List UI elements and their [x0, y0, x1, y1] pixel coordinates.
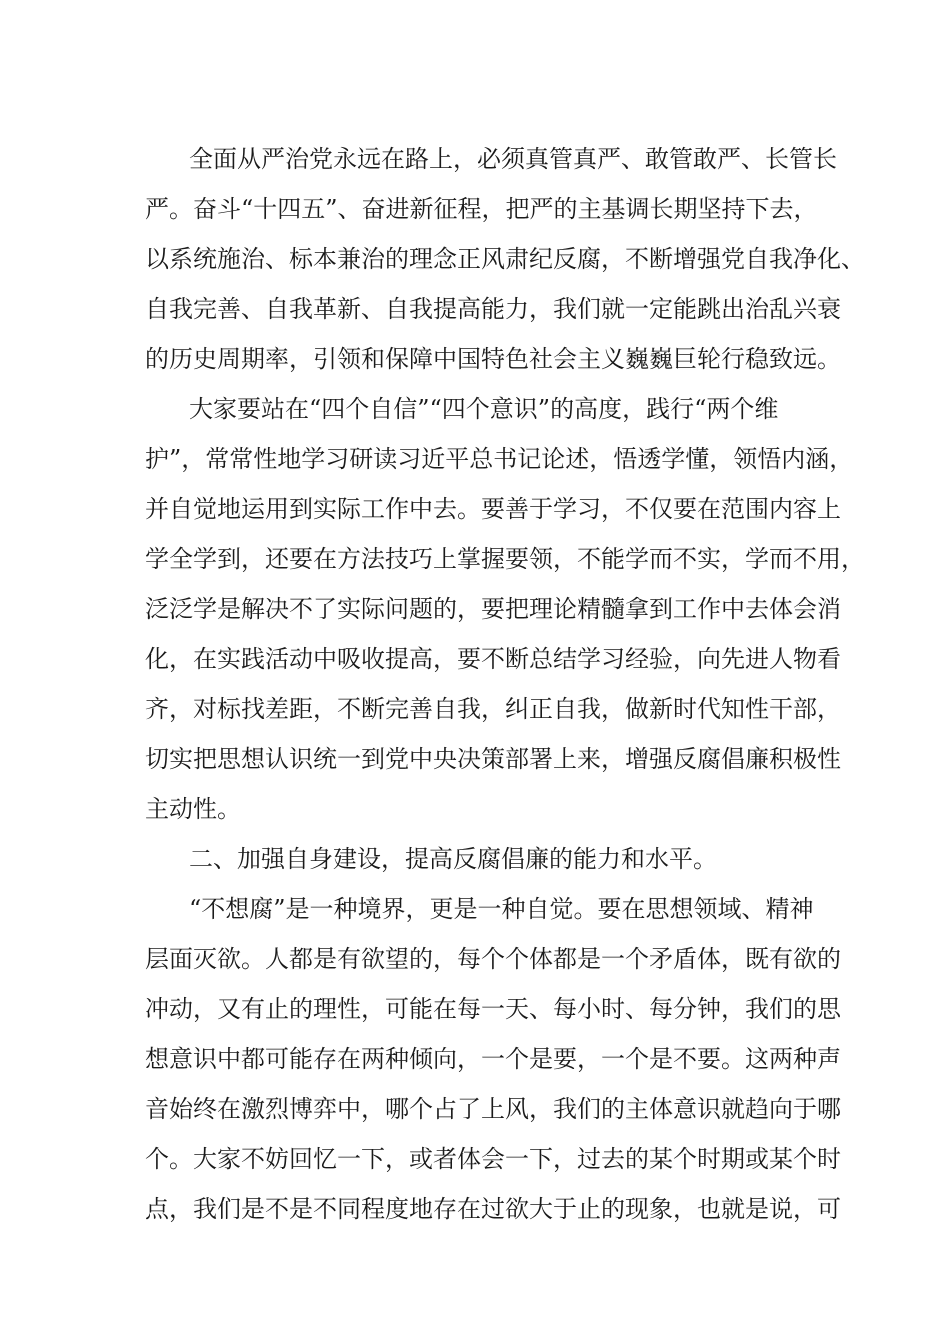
text-line: 点，我们是不是不同程度地存在过欲大于止的现象，也就是说，可: [145, 1195, 841, 1223]
text-line: 以系统施治、标本兼治的理念正风肃纪反腐，不断增强党自我净化、: [145, 245, 865, 273]
text-line: 学全学到，还要在方法技巧上掌握要领，不能学而不实，学而不用，: [145, 545, 865, 573]
text-line: 严。奋斗“十四五”、奋进新征程，把严的主基调长期坚持下去，: [145, 195, 818, 223]
text-line: 大家要站在“四个自信”“四个意识”的高度，践行“两个维: [189, 395, 779, 423]
document-body: [145, 134, 865, 1234]
text-line: 个。大家不妨回忆一下，或者体会一下，过去的某个时期或某个时: [145, 1145, 841, 1173]
text-line: 化，在实践活动中吸收提高，要不断总结学习经验，向先进人物看: [145, 645, 841, 673]
text-line: “不想腐”是一种境界，更是一种自觉。要在思想领域、精神: [189, 895, 814, 923]
text-line: 自我完善、自我革新、自我提高能力，我们就一定能跳出治乱兴衰: [145, 295, 841, 323]
section-heading: 二、加强自身建设，提高反腐倡廉的能力和水平。: [189, 845, 717, 873]
text-line: 的历史周期率，引领和保障中国特色社会主义巍巍巨轮行稳致远。: [145, 345, 841, 373]
text-line: 泛泛学是解决不了实际问题的，要把理论精髓拿到工作中去体会消: [145, 595, 841, 623]
text-line: 并自觉地运用到实际工作中去。要善于学习，不仅要在范围内容上: [145, 495, 841, 523]
text-line: 音始终在激烈博弈中，哪个占了上风，我们的主体意识就趋向于哪: [145, 1095, 841, 1123]
text-line: 冲动，又有止的理性，可能在每一天、每小时、每分钟，我们的思: [145, 995, 841, 1023]
text-line: 想意识中都可能存在两种倾向，一个是要，一个是不要。这两种声: [145, 1045, 841, 1073]
text-line: 主动性。: [145, 795, 241, 823]
text-line: 全面从严治党永远在路上，必须真管真严、敢管敢严、长管长: [189, 145, 837, 173]
text-line: 切实把思想认识统一到党中央决策部署上来，增强反腐倡廉积极性: [145, 745, 841, 773]
text-line: 齐，对标找差距，不断完善自我，纠正自我，做新时代知性干部，: [145, 695, 841, 723]
text-line: 护”，常常性地学习研读习近平总书记论述，悟透学懂，领悟内涵，: [145, 445, 854, 473]
text-line: 层面灭欲。人都是有欲望的，每个个体都是一个矛盾体，既有欲的: [145, 945, 841, 973]
